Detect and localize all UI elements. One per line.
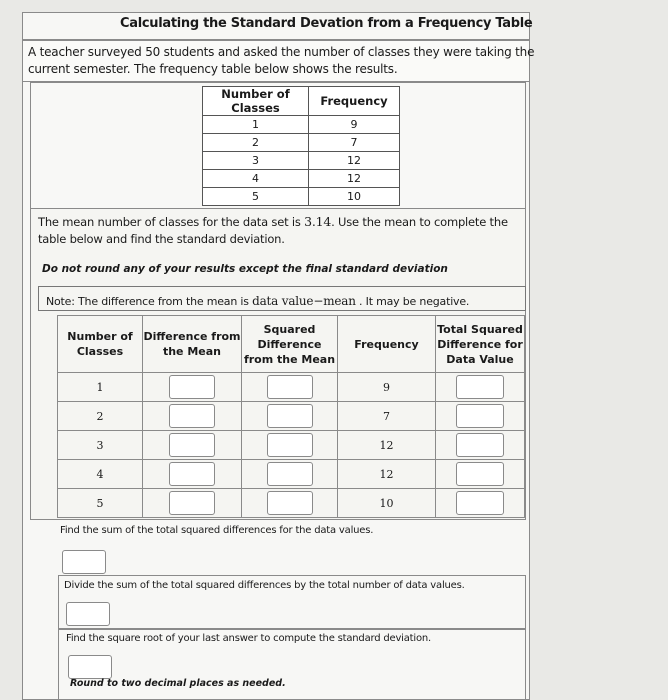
table-row: [203, 152, 400, 170]
table-row: [58, 460, 525, 489]
table-row: [58, 402, 525, 431]
squared-difference-input[interactable]: [267, 375, 313, 399]
final-rounding-note: Round to two decimal places as needed.: [70, 678, 286, 689]
difference-input[interactable]: [169, 433, 215, 457]
work-cell-classes: 1: [58, 373, 143, 402]
rounding-instruction: Do not round any of your results except the final standard deviation: [42, 263, 448, 275]
total-squared-input[interactable]: [456, 404, 504, 428]
work-cell-frequency: 9: [338, 373, 436, 402]
work-header-classes: Number of Classes: [58, 316, 143, 373]
note-formula: data value−mean: [252, 294, 356, 308]
work-cell-frequency: 7: [338, 402, 436, 431]
table-row: [203, 170, 400, 188]
difference-input[interactable]: [169, 375, 215, 399]
sqrt-prompt: Find the square root of your last answer to compute the standard deviation.: [66, 633, 432, 644]
sum-prompt: Find the sum of the total squared differences for the data values.: [60, 525, 374, 536]
squared-difference-input[interactable]: [267, 404, 313, 428]
mean-text-before: The mean number of classes for the data set is: [38, 215, 305, 229]
mean-text-after: . Use the mean to complete the table below and find the standard deviation.: [38, 215, 508, 246]
freq-cell-classes: 1: [203, 116, 309, 134]
freq-header-classes: Number of Classes: [203, 87, 309, 116]
work-cell-classes: 2: [58, 402, 143, 431]
divide-answer-input[interactable]: [66, 602, 110, 626]
freq-cell-classes: 2: [203, 134, 309, 152]
work-cell-frequency: 12: [338, 431, 436, 460]
work-header-difference: Difference from the Mean: [143, 316, 242, 373]
work-header-squared: Squared Difference from the Mean: [242, 316, 338, 373]
work-header-total: Total Squared Difference for Data Value: [436, 316, 525, 373]
mean-instructions: [38, 213, 538, 248]
freq-cell-frequency: 12: [309, 170, 400, 188]
total-squared-input[interactable]: [456, 462, 504, 486]
difference-note: [46, 294, 469, 308]
squared-difference-input[interactable]: [267, 491, 313, 515]
total-squared-input[interactable]: [456, 433, 504, 457]
freq-cell-classes: 4: [203, 170, 309, 188]
freq-header-frequency: Frequency: [309, 87, 400, 116]
difference-input[interactable]: [169, 404, 215, 428]
total-squared-input[interactable]: [456, 491, 504, 515]
work-cell-classes: 3: [58, 431, 143, 460]
table-row: [203, 134, 400, 152]
table-row: [58, 489, 525, 518]
squared-difference-input[interactable]: [267, 462, 313, 486]
freq-cell-frequency: 10: [309, 188, 400, 206]
freq-cell-classes: 3: [203, 152, 309, 170]
sum-answer-input[interactable]: [62, 550, 106, 574]
work-table: [57, 315, 525, 518]
work-cell-classes: 5: [58, 489, 143, 518]
freq-cell-frequency: 12: [309, 152, 400, 170]
freq-cell-frequency: 7: [309, 134, 400, 152]
note-prefix: Note: The difference from the mean is: [46, 295, 253, 308]
note-suffix: . It may be negative.: [355, 295, 470, 308]
work-header-frequency: Frequency: [338, 316, 436, 373]
page-title: Calculating the Standard Devation from a Frequency Table: [120, 16, 533, 31]
work-cell-frequency: 10: [338, 489, 436, 518]
divide-prompt: Divide the sum of the total squared differences by the total number of data values.: [64, 580, 465, 591]
squared-difference-input[interactable]: [267, 433, 313, 457]
freq-cell-classes: 5: [203, 188, 309, 206]
difference-input[interactable]: [169, 462, 215, 486]
total-squared-input[interactable]: [456, 375, 504, 399]
intro-text: A teacher surveyed 50 students and asked the number of classes they were taking the current semester. The frequency table below shows the results.: [28, 45, 535, 76]
mean-value: 3.14: [304, 214, 332, 229]
work-cell-frequency: 12: [338, 460, 436, 489]
table-row: [203, 116, 400, 134]
freq-cell-frequency: 9: [309, 116, 400, 134]
table-row: [58, 431, 525, 460]
table-row: [203, 188, 400, 206]
difference-input[interactable]: [169, 491, 215, 515]
frequency-table: [202, 86, 400, 206]
work-cell-classes: 4: [58, 460, 143, 489]
std-dev-answer-input[interactable]: [68, 655, 112, 679]
table-row: [58, 373, 525, 402]
